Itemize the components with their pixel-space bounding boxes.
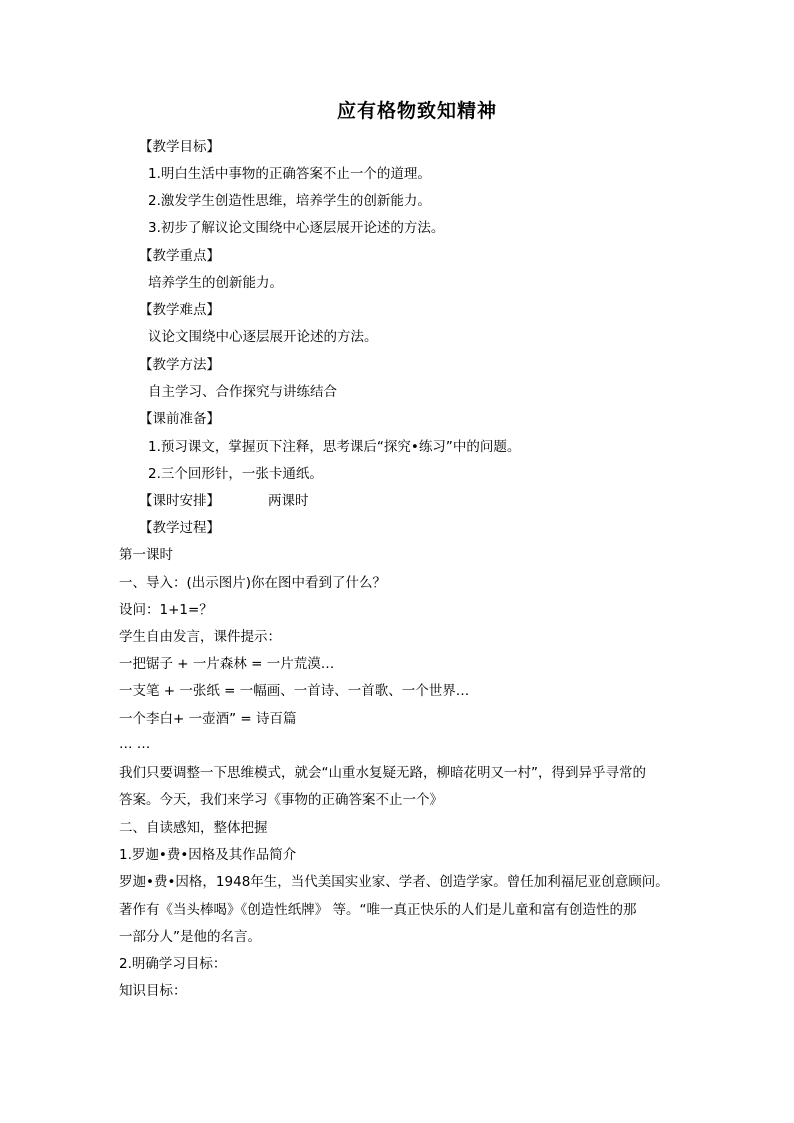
key-points-text: 培养学生的创新能力。 (148, 275, 283, 291)
schedule-row (139, 491, 309, 511)
equation-line-1: 一把锯子 + 一片森林 = 一片荒漠… (119, 656, 335, 672)
equation-line-2: 一支笔 + 一张纸 = 一幅画、一首诗、一首歌、一个世界… (119, 683, 470, 699)
author-intro-heading: 1.罗迦•费•因格及其作品简介 (119, 847, 297, 863)
section-heading-key-points: 【教学重点】 (139, 248, 220, 264)
section-heading-teaching-goals: 【教学目标】 (139, 139, 220, 155)
goal-item-1: 1.明白生活中事物的正确答案不止一个的道理。 (148, 166, 431, 182)
section-heading-difficulties: 【教学难点】 (139, 302, 220, 318)
section-heading-schedule: 【课时安排】 (139, 493, 220, 509)
intro-question: 设问：1+1=？ (119, 602, 213, 618)
author-intro-line-3: 一部分人”是他的名言。 (119, 929, 261, 945)
section-heading-process: 【教学过程】 (139, 520, 220, 536)
author-intro-line-1: 罗迦•费•因格，1948年生，当代美国实业家、学者、创造学家。曾任加利福尼亚创意顾问。 (119, 874, 669, 890)
methods-text: 自主学习、合作探究与讲练结合 (148, 384, 337, 400)
preparation-item-2: 2.三个回形针，一张卡通纸。 (148, 466, 323, 482)
paragraph-line-2: 答案。今天，我们来学习《事物的正确答案不止一个》 (119, 792, 443, 808)
preparation-item-1: 1.预习课文，掌握页下注释，思考课后“探究•练习”中的问题。 (148, 439, 521, 455)
intro-prompt: 学生自由发言，课件提示： (119, 629, 281, 645)
author-intro-line-2: 著作有《当头棒喝》《创造性纸牌》 等。“唯一真正快乐的人们是儿童和富有创造性的那 (119, 902, 637, 918)
section-heading-methods: 【教学方法】 (139, 357, 220, 373)
intro-heading: 一、导入：(出示图片)你在图中看到了什么？ (119, 575, 387, 591)
ellipsis-line: … … (119, 736, 151, 752)
knowledge-goals-label: 知识目标： (119, 983, 187, 999)
paragraph-line-1: 我们只要调整一下思维模式，就会“山重水复疑无路，柳暗花明又一村”，得到异乎寻常的 (119, 765, 646, 781)
equation-line-3: 一个李白+ 一壶酒” = 诗百篇 (119, 711, 297, 727)
difficulties-text: 议论文围绕中心逐层展开论述的方法。 (148, 329, 378, 345)
learning-goals-heading: 2.明确学习目标： (119, 956, 227, 972)
goal-item-2: 2.激发学生创造性思维，培养学生的创新能力。 (148, 193, 431, 209)
section-two-heading: 二、自读感知，整体把握 (119, 820, 268, 836)
section-heading-preparation: 【课前准备】 (139, 411, 220, 427)
document-title: 应有格物致知精神 (336, 100, 497, 122)
schedule-value: 两课时 (268, 493, 309, 509)
goal-item-3: 3.初步了解议论文围绕中心逐层展开论述的方法。 (148, 220, 445, 236)
lesson-one-heading: 第一课时 (119, 547, 173, 563)
